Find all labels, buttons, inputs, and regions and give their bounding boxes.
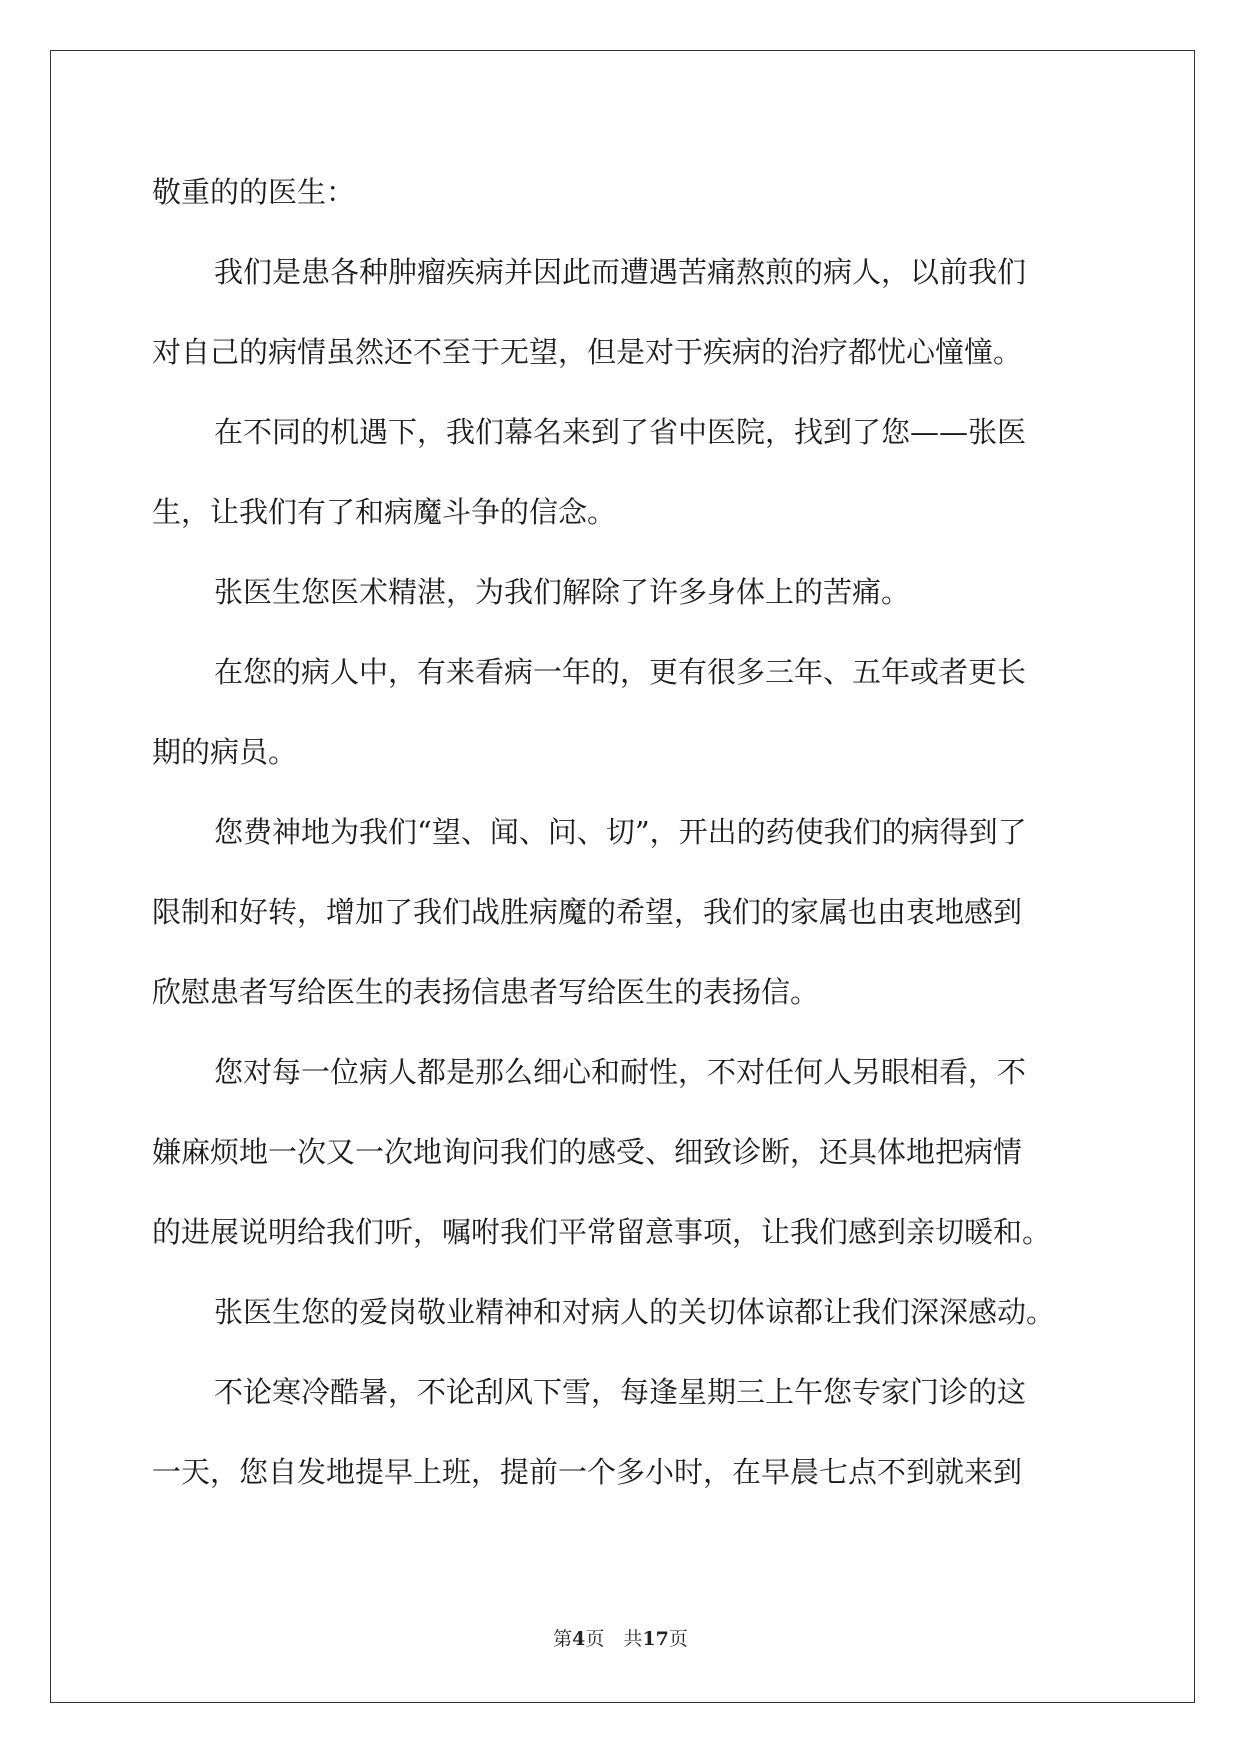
salutation-line: 敬重的的医生：: [152, 175, 356, 209]
page-suffix: 页: [668, 1628, 688, 1650]
text-line: 在不同的机遇下，我们幕名来到了省中医院，找到了您——张医: [214, 415, 1027, 449]
text-line: 一天，您自发地提早上班，提前一个多小时，在早晨七点不到就来到: [152, 1455, 1023, 1489]
page-number-footer: [0, 1627, 1241, 1651]
page-current: 4: [572, 1628, 586, 1650]
text-line: 欣慰患者写给医生的表扬信患者写给医生的表扬信。: [152, 975, 820, 1009]
text-line: 不论寒冷酷暑，不论刮风下雪，每逢星期三上午您专家门诊的这: [214, 1375, 1027, 1409]
text-line: 我们是患各种肿瘤疾病并因此而遭遇苦痛熬煎的病人，以前我们: [214, 255, 1027, 289]
page-total: 17: [642, 1628, 669, 1650]
text-line: 的进展说明给我们听，嘱咐我们平常留意事项，让我们感到亲切暖和。: [152, 1215, 1052, 1249]
text-line: 张医生您的爱岗敬业精神和对病人的关切体谅都让我们深深感动。: [214, 1295, 1056, 1329]
text-line: 张医生您医术精湛，为我们解除了许多身体上的苦痛。: [214, 575, 911, 609]
text-line: 生，让我们有了和病魔斗争的信念。: [152, 495, 617, 529]
text-line: 期的病员。: [152, 735, 298, 769]
text-line: 在您的病人中，有来看病一年的，更有很多三年、五年或者更长: [214, 655, 1027, 689]
page-prefix: 第: [553, 1628, 573, 1650]
text-line: 您对每一位病人都是那么细心和耐性，不对任何人另眼相看，不: [214, 1055, 1027, 1089]
text-line: 限制和好转，增加了我们战胜病魔的希望，我们的家属也由衷地感到: [152, 895, 1023, 929]
text-line: 对自己的病情虽然还不至于无望，但是对于疾病的治疗都忧心憧憧。: [152, 335, 1023, 369]
page-middle: 页 共: [585, 1628, 643, 1650]
text-line: 您费神地为我们“望、闻、问、切”，开出的药使我们的病得到了: [214, 815, 1027, 849]
text-line: 嫌麻烦地一次又一次地询问我们的感受、细致诊断，还具体地把病情: [152, 1135, 1023, 1169]
